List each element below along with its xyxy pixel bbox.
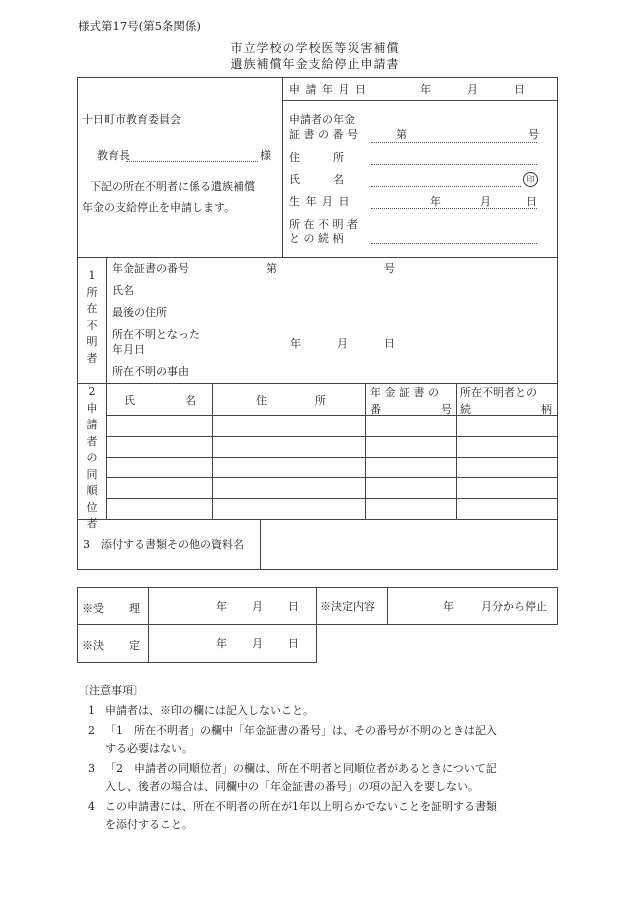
missing-reason-label: 所在不明の事由 bbox=[112, 365, 189, 378]
stop-nen: 年 bbox=[443, 600, 454, 613]
col-relation-header-1: 所在不明者との bbox=[460, 386, 537, 399]
col-address-header: 住 所 bbox=[256, 394, 326, 407]
attachments-label: 3 添付する書類その他の資料名 bbox=[83, 538, 244, 551]
cert-go: 号 bbox=[528, 128, 539, 141]
note-line: 入し、後者の場合は、同欄中の「年金証書の番号」の項の記入を要しない。 bbox=[105, 780, 479, 793]
received-hi: 日 bbox=[288, 600, 299, 613]
applicant-relation-field[interactable] bbox=[371, 243, 537, 244]
superintendent-label: 教育長 bbox=[97, 149, 130, 162]
cert-number-label-1: 申請者の年金 bbox=[289, 113, 355, 126]
applicant-address-field[interactable] bbox=[371, 164, 537, 165]
col-cert-header-1: 年 金 証 書 の bbox=[370, 386, 439, 399]
form-title-line1: 市立学校の学校医等災害補償 bbox=[230, 41, 400, 55]
note-number: 2 bbox=[88, 724, 95, 737]
received-tsuki: 月 bbox=[252, 600, 263, 613]
missing-date-label-2: 年月日 bbox=[112, 343, 145, 356]
form-title-line2: 遺族補償年金支給停止申請書 bbox=[230, 57, 400, 71]
decided-hi: 日 bbox=[288, 637, 299, 650]
request-text-line1: 下記の所在不明者に係る遺族補償 bbox=[90, 180, 255, 193]
birth-nen: 年 bbox=[430, 195, 441, 208]
missing-date-hi: 日 bbox=[384, 337, 395, 350]
relation-label-1: 所 在 不 明 者 bbox=[289, 218, 358, 231]
missing-date-nen: 年 bbox=[290, 337, 301, 350]
birth-hi: 日 bbox=[526, 195, 537, 208]
cert-dai: 第 bbox=[396, 128, 407, 141]
notes-heading: 〔注意事項〕 bbox=[78, 684, 144, 697]
recipient: 十日町市教育委員会 bbox=[82, 113, 181, 126]
note-line: 「1 所在不明者」の欄中「年金証書の番号」は、その番号が不明のときは記入 bbox=[105, 724, 497, 737]
missing-cert-dai: 第 bbox=[266, 262, 277, 275]
decided-label: ※決 定 bbox=[82, 639, 140, 652]
applicant-cert-field[interactable] bbox=[371, 142, 537, 143]
note-number: 4 bbox=[88, 800, 95, 813]
decided-tsuki: 月 bbox=[252, 637, 263, 650]
missing-date-label-1: 所在不明となった bbox=[112, 328, 200, 341]
col-cert-header-2: 番 号 bbox=[370, 403, 452, 416]
missing-cert-label: 年金証書の番号 bbox=[112, 262, 189, 275]
note-line: する必要はない。 bbox=[105, 742, 193, 755]
note-number: 1 bbox=[88, 704, 95, 717]
apply-date-hi: 日 bbox=[514, 83, 525, 96]
note-line: この申請書には、所在不明者の所在が1年以上明らかでないことを証明する書類 bbox=[105, 800, 497, 813]
missing-address-label: 最後の住所 bbox=[112, 306, 167, 319]
missing-name-label: 氏名 bbox=[112, 284, 134, 297]
birth-label: 生 年 月 日 bbox=[289, 195, 351, 208]
birth-tsuki: 月 bbox=[480, 195, 491, 208]
seal-mark: 印 bbox=[523, 172, 538, 187]
section2-heading: 2 申 請 者 の 同 順 位 者 bbox=[86, 385, 98, 530]
received-nen: 年 bbox=[216, 600, 227, 613]
apply-date-label: 申 請 年 月 日 bbox=[289, 83, 367, 96]
applicant-birth-field[interactable] bbox=[371, 208, 537, 209]
applicant-name-field[interactable] bbox=[371, 186, 521, 187]
missing-date-tsuki: 月 bbox=[337, 337, 348, 350]
address-label: 住 所 bbox=[289, 151, 344, 164]
request-text-line2: 年金の支給停止を申請します。 bbox=[82, 201, 236, 214]
apply-date-nen: 年 bbox=[420, 83, 431, 96]
form-number: 様式第17号(第5条関係) bbox=[78, 19, 201, 33]
missing-cert-go: 号 bbox=[384, 262, 395, 275]
note-line: 「2 申請者の同順位者」の欄は、所在不明者と同順位者があるときについて記 bbox=[105, 762, 497, 775]
decided-nen: 年 bbox=[216, 637, 227, 650]
note-number: 3 bbox=[88, 762, 95, 775]
col-name-header: 氏 名 bbox=[124, 394, 196, 407]
name-label: 氏 名 bbox=[289, 173, 344, 186]
stop-from: 月分から停止 bbox=[481, 600, 547, 613]
apply-date-tsuki: 月 bbox=[467, 83, 478, 96]
relation-label-2: と の 続 柄 bbox=[289, 232, 344, 245]
col-relation-header-2: 続 柄 bbox=[460, 403, 552, 416]
note-line: 申請者は、※印の欄には記入しないこと。 bbox=[105, 704, 314, 717]
section1-heading: 1 所 在 不 明 者 bbox=[86, 269, 98, 365]
decision-content-label: ※決定内容 bbox=[320, 600, 375, 613]
sama-label: 様 bbox=[260, 149, 271, 162]
received-label: ※受 理 bbox=[82, 602, 140, 615]
note-line: を添付すること。 bbox=[105, 818, 193, 831]
cert-number-label-2: 証 書 の 番 号 bbox=[289, 128, 358, 141]
